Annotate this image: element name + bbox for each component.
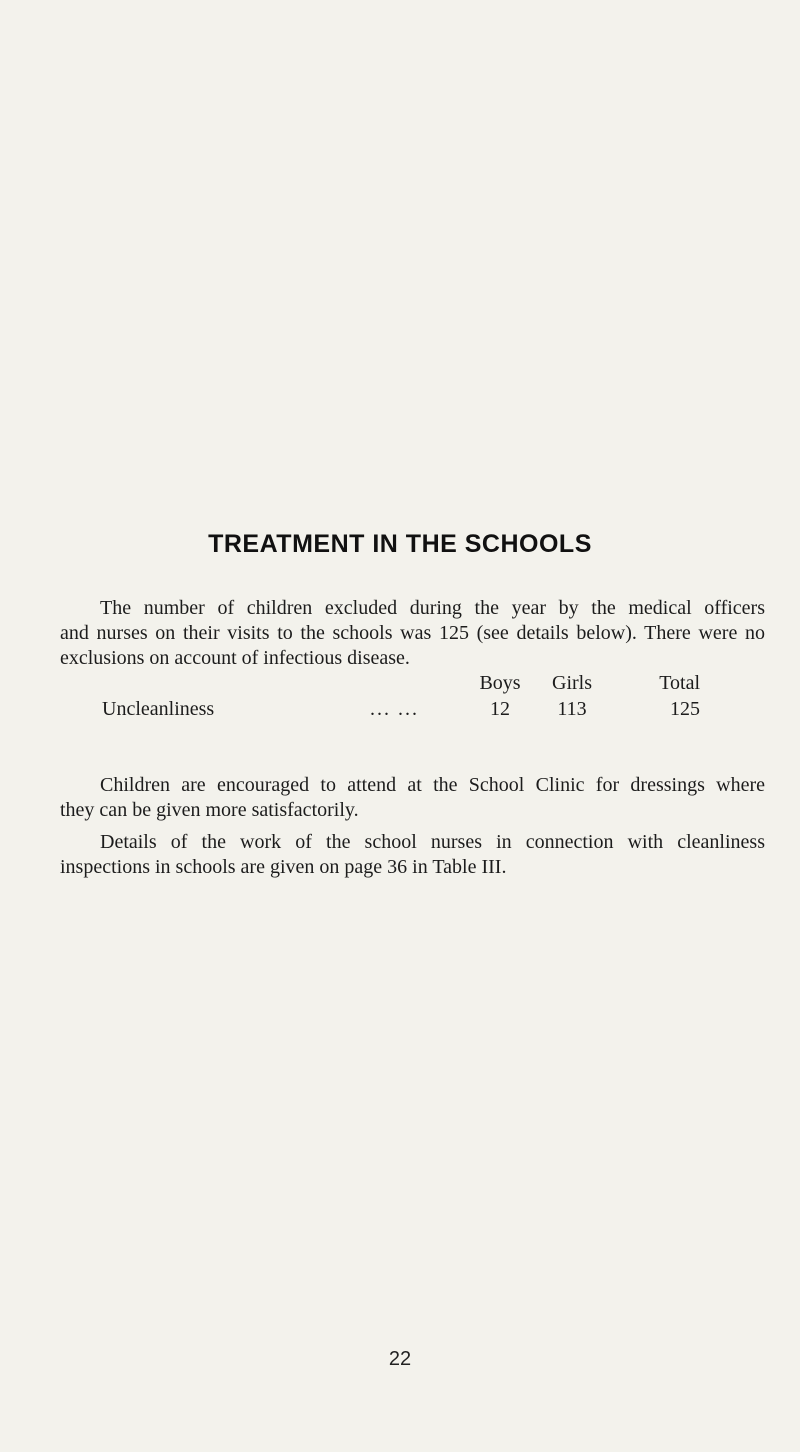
dot-leader: ... ... (370, 698, 419, 720)
cell-girls-count: 113 (557, 698, 587, 720)
paragraph-first-line: The number of children excluded during the year by the medical officers (100, 597, 765, 619)
paragraph-school-clinic (60, 773, 765, 823)
paragraph-continuation: and nurses on their visits to the schools was 125 (see details below). There were no exclusions on account of infectious disease. (60, 622, 765, 669)
section-heading: TREATMENT IN THE SCHOOLS (208, 530, 592, 558)
column-header-boys: Boys (479, 672, 521, 694)
paragraph-first-line: Children are encouraged to attend at the School Clinic for dressings where (100, 774, 765, 796)
paragraph-continuation: inspections in schools are given on page 36 in Table III. (60, 856, 507, 878)
paragraph-exclusions (60, 596, 765, 671)
paragraph-cleanliness-inspections (60, 830, 765, 880)
column-header-girls: Girls (552, 672, 592, 694)
column-header-total: Total (659, 672, 700, 694)
cell-total-count: 125 (670, 698, 700, 720)
exclusions-table (0, 672, 800, 742)
paragraph-first-line: Details of the work of the school nurses in connection with cleanliness (100, 831, 765, 853)
cell-boys-count: 12 (490, 698, 510, 720)
row-label-uncleanliness: Uncleanliness (102, 698, 215, 720)
paragraph-continuation: they can be given more satisfactorily. (60, 799, 359, 821)
page-number: 22 (388, 1348, 412, 1370)
